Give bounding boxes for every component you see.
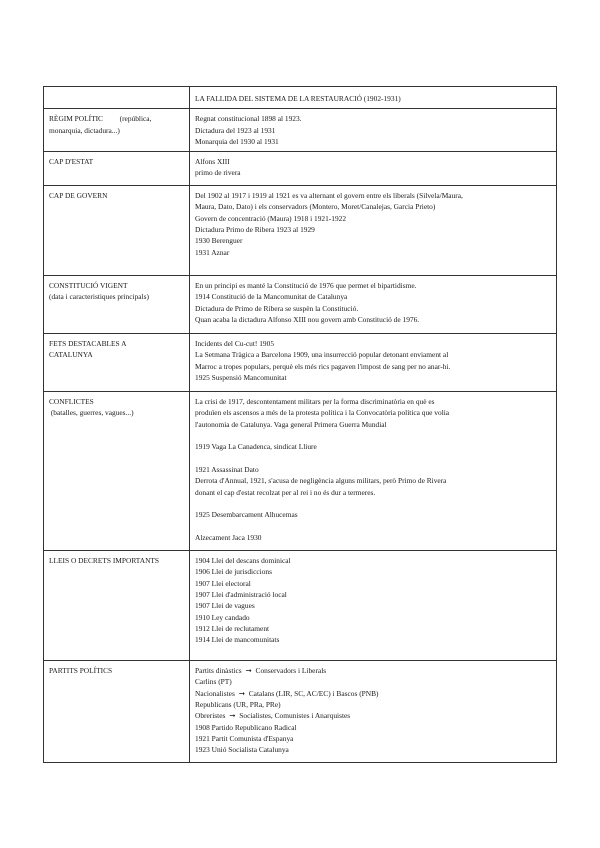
row-label-constitucio: CONSTITUCIÓ VIGENT (data i caracteristiques principals) <box>44 276 190 334</box>
restauracio-summary-table <box>43 86 557 763</box>
row-content-conflictes: La crisi de 1917, descontentament militars per la forma discriminatòria en què es produïen els ascensos a més de la protesta política i la Convocatòria política que volia l'autonomia de Catalunya. Vaga general Primera Guerra Mundial 1919 Vaga La Canadenca, sindicat Lliure 1921 Assassinat Dato Derrota d'Annual, 1921, s'acusa de negligència alguns militars, però Primo de Rivera donant el cap d'estat recolzat per al rei i no és dur a termeres. 1925 Desembarcament Alhucemas Alzecament Jaca 1930 <box>190 392 557 551</box>
table-row <box>44 551 557 661</box>
table-row <box>44 334 557 392</box>
header-title: LA FALLIDA DEL SISTEMA DE LA RESTAURACIÓ (1902-1931) <box>190 87 557 109</box>
row-content-cap-estat: Alfons XIII primo de rivera <box>190 152 557 186</box>
arrow-right-icon: ➞ <box>245 666 252 676</box>
row-label-cap-govern: CAP DE GOVERN <box>44 186 190 276</box>
row-content-cap-govern: Del 1902 al 1917 i 1919 al 1921 es va alternant el govern entre els liberals (Silvela/Maura, Maura, Dato, Dato) i els conservadors (Montero, Moret/Canalejas, Garcia Prieto) Govern de concentració (Maura) 1918 i 1921-1922 Dictadura Primo de Ribera 1923 al 1929 1930 Berenguer 1931 Aznar <box>190 186 557 276</box>
row-content-regim: Regnat constitucional 1898 al 1923. Dictadura del 1923 al 1931 Monarquia del 1930 al 1931 <box>190 109 557 152</box>
row-label-lleis: LLEIS O DECRETS IMPORTANTS <box>44 551 190 661</box>
row-content-constitucio: En un principi es manté la Constitució de 1976 que permet el bipartidisme. 1914 Constitució de la Mancomunitat de Catalunya Dictadura de Primo de Ribera se suspèn la Constitució. Quan acaba la dictadura Alfonso XIII nou govern amb Constitució de 1976. <box>190 276 557 334</box>
table-row <box>44 392 557 551</box>
row-content-lleis: 1904 Llei del descans dominical 1906 Llei de jurisdiccions 1907 Llei electoral 1907 Llei d'administració local 1907 Llei de vagues 1910 Ley candado 1912 Llei de reclutament 1914 Llei de mancomunitats <box>190 551 557 661</box>
row-label-conflictes: CONFLICTES (batalles, guerres, vagues...) <box>44 392 190 551</box>
arrow-right-icon: ➞ <box>238 688 245 698</box>
row-label-cap-estat: CAP D'ESTAT <box>44 152 190 186</box>
row-content-fets: Incidents del Cu-cut! 1905 La Setmana Tràgica a Barcelona 1909, una insurrecció popular detonant enviament al Marroc a tropes populars, perquè els més rics pagaven l'impost de sang per no anar-hi. 1925 Suspensió Mancomunitat <box>190 334 557 392</box>
table-row <box>44 152 557 186</box>
row-label-fets: FETS DESTACABLES A CATALUNYA <box>44 334 190 392</box>
header-label-cell <box>44 87 190 109</box>
header-row <box>44 87 557 109</box>
row-content-partits: Partits dinàstics ➞ Conservadors i Liberals Carlins (PT) Nacionalistes ➞ Catalans (LIR, SC, AC/EC) i Bascos (PNB) Republicans (UR, PRa, PRe) Obreristes ➞ Socialistes, Comunistes i Anarquistes 1908 Partido Republicano Radical 1921 Partit Comunista d'Espanya 1923 Unió Socialista Catalunya <box>190 661 557 763</box>
table-row <box>44 186 557 276</box>
row-label-regim: RÈGIM POLÍTIC (república, monarquia, dictadura...) <box>44 109 190 152</box>
table-row <box>44 661 557 763</box>
table-row <box>44 109 557 152</box>
row-label-partits: PARTITS POLÍTICS <box>44 661 190 763</box>
arrow-right-icon: ➞ <box>229 711 236 721</box>
table-row <box>44 276 557 334</box>
